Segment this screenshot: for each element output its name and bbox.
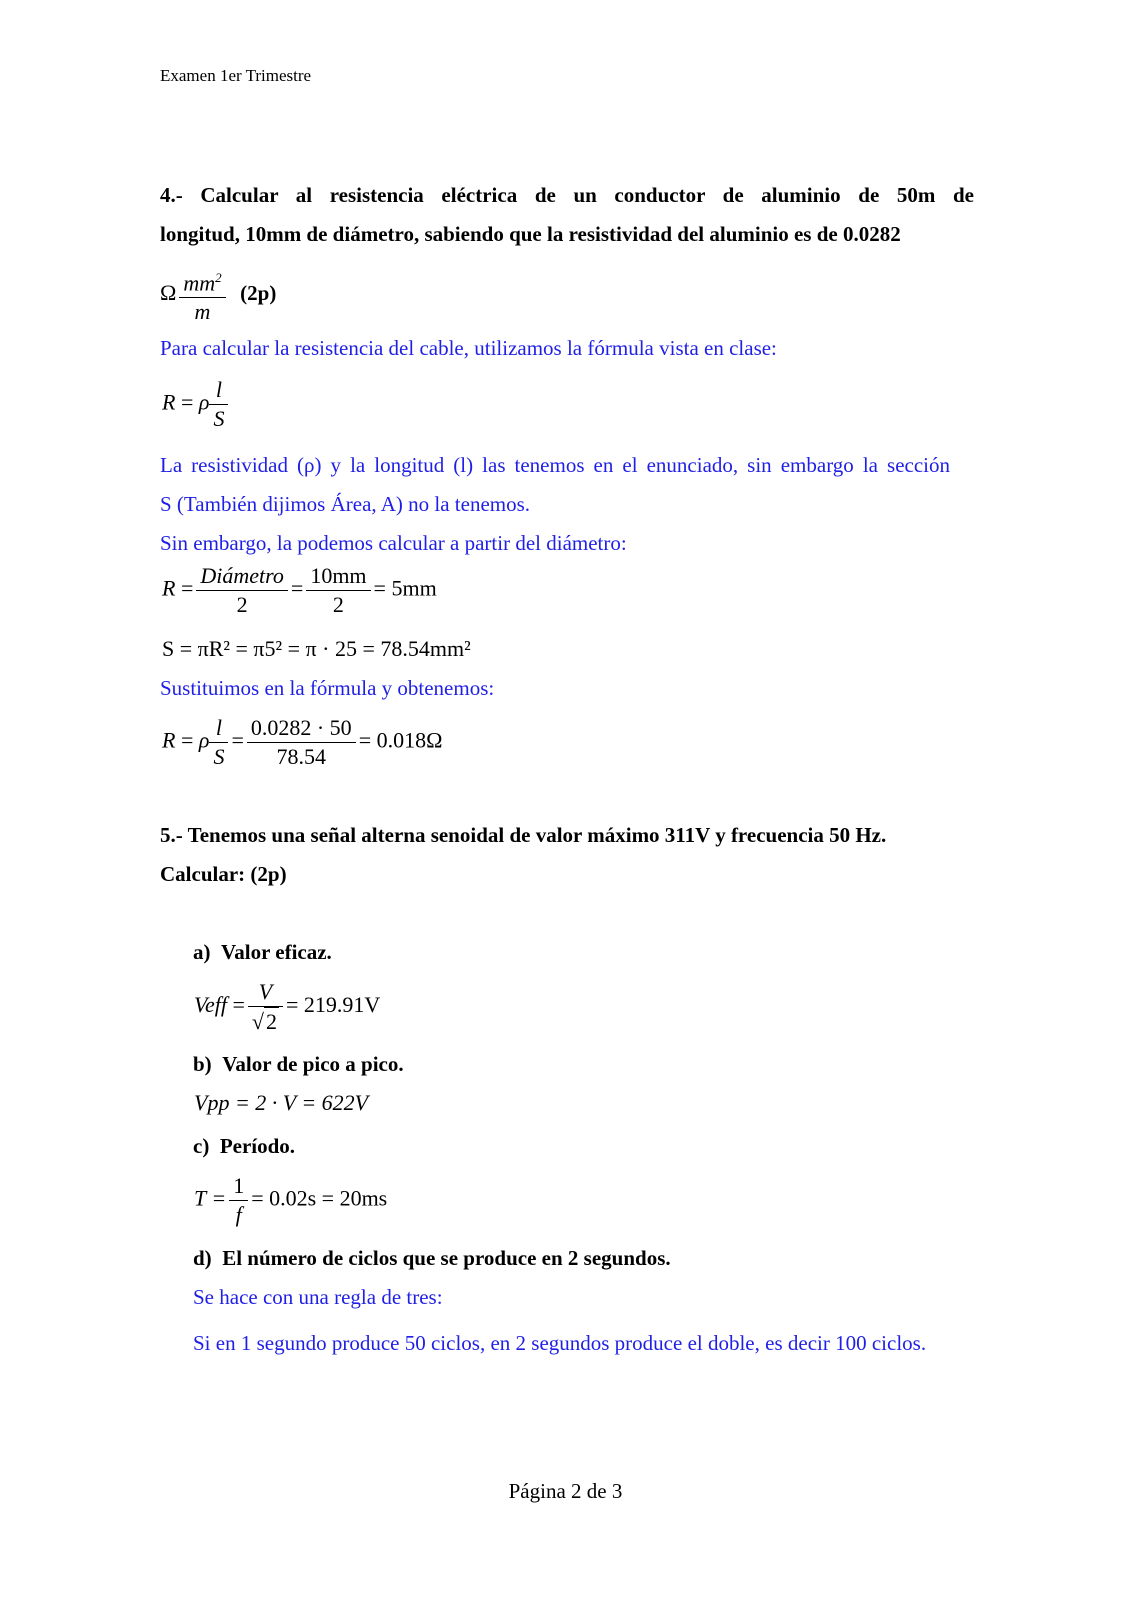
subquestion-b-label: b) xyxy=(193,1052,212,1076)
subquestion-c-text: Período. xyxy=(219,1134,296,1158)
question-5-statement xyxy=(160,816,974,894)
subquestion-c xyxy=(193,1134,295,1159)
explain-resistivity xyxy=(160,446,950,563)
radius-numerator-1: Diámetro xyxy=(196,562,288,591)
page-header: Examen 1er Trimestre xyxy=(160,66,312,85)
resistivity-unit: Ω $\frac{mm^2}{m}$ (2p) xyxy=(160,264,276,326)
result-denominator: 78.54 xyxy=(276,744,327,769)
page-footer: Página 2 de 3 xyxy=(508,1479,623,1503)
explain-rule-of-three: Se hace con una regla de tres: xyxy=(193,1285,443,1309)
question-4-statement xyxy=(160,176,974,254)
formula-result: R = ρ $\frac{l}{S}$ = $\frac{0.0282 \cdot 50}{78.54}$ = 0.018Ω xyxy=(162,715,443,769)
period-denominator: f xyxy=(235,1202,242,1227)
result-numerator: 0.0282 · 50 xyxy=(247,714,356,743)
formula-period xyxy=(194,1172,387,1229)
explain-substitute: Sustituimos en la fórmula y obtenemos: xyxy=(160,676,495,700)
veff-lhs: Veff xyxy=(194,992,227,1018)
subquestion-d-label: d) xyxy=(193,1246,212,1270)
question-5-line2: Calcular: (2p) xyxy=(160,862,287,886)
subquestion-a xyxy=(193,940,332,965)
formula-area: S = πR² = π5² = π · 25 = 78.54mm² xyxy=(162,636,471,661)
unit-numerator: mm xyxy=(183,270,216,296)
period-result: = 0.02s = 20ms xyxy=(251,1185,388,1211)
radius-result: = 5mm xyxy=(373,575,437,601)
explain-cycles: Si en 1 segundo produce 50 ciclos, en 2 segundos produce el doble, es decir 100 ciclos. xyxy=(193,1331,927,1355)
omega-symbol: Ω xyxy=(160,280,177,306)
question-5-line1: 5.- Tenemos una señal alterna senoidal de valor máximo 311V y frecuencia 50 Hz. xyxy=(160,823,887,847)
veff-denominator: 2 xyxy=(266,1009,277,1034)
formula-vpp: Vpp = 2 · V = 622V xyxy=(194,1090,369,1115)
formula-veff: Veff = $\frac{V}{√2}$ = 219.91V xyxy=(194,979,381,1034)
subquestion-c-label: c) xyxy=(193,1134,210,1158)
period-lhs: T = xyxy=(194,1185,227,1211)
question-4-line1: 4.- Calcular al resistencia eléctrica de un conductor de aluminio de 50m de xyxy=(160,183,974,207)
subquestion-a-label: a) xyxy=(193,940,211,964)
formula-radius: R = $\frac{\text{Diámetro}}{2}$ = $\frac{10mm}{2}$ = 5mm xyxy=(162,563,437,617)
question-4-points: (2p) xyxy=(240,281,277,306)
result-value: = 0.018Ω xyxy=(358,727,443,753)
explain-resistivity-line1: La resistividad (ρ) y la longitud (l) las tenemos en el enunciado, sin embargo la sección xyxy=(160,453,950,477)
subquestion-b-text: Valor de pico a pico. xyxy=(222,1052,404,1076)
unit-denominator: m xyxy=(194,299,211,325)
explain-resistivity-line2: S (También dijimos Área, A) no la tenemos. xyxy=(160,492,531,516)
question-4-line2: longitud, 10mm de diámetro, sabiendo que la resistividad del aluminio es de 0.0282 xyxy=(160,222,901,246)
radius-denominator-2: 2 xyxy=(332,592,344,617)
period-numerator: 1 xyxy=(229,1172,248,1201)
veff-result: = 219.91V xyxy=(286,992,381,1018)
explain-diameter: Sin embargo, la podemos calcular a partir del diámetro: xyxy=(160,531,627,555)
subquestion-d xyxy=(193,1246,671,1271)
radius-numerator-2: 10mm xyxy=(306,562,370,591)
subquestion-b xyxy=(193,1052,404,1077)
explain-formula: Para calcular la resistencia del cable, utilizamos la fórmula vista en clase: xyxy=(160,336,777,360)
veff-numerator: V xyxy=(248,978,283,1007)
subquestion-d-text: El número de ciclos que se produce en 2 segundos. xyxy=(222,1246,671,1270)
subquestion-a-text: Valor eficaz. xyxy=(221,940,332,964)
formula-resistance: R = ρ $\frac{l}{S}$ xyxy=(162,376,231,433)
radius-denominator-1: 2 xyxy=(236,592,248,617)
